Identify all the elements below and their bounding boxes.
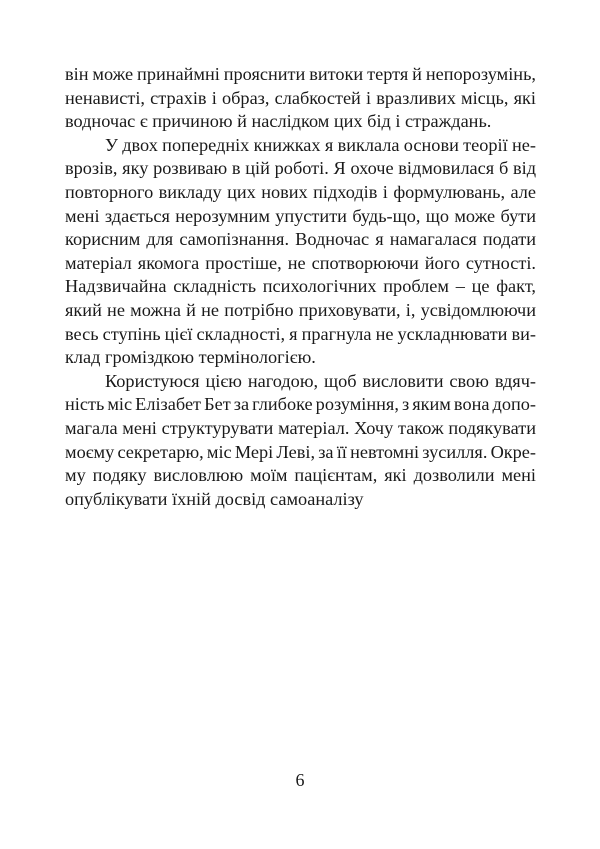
text-line: повторного викладу цих нових підходів і формулювань, але bbox=[65, 181, 536, 202]
text-line: корисним для самопізнання. Водночас я намагалася подати bbox=[65, 229, 536, 250]
text-line: Користуюся цією нагодою, щоб висловити свою вдяч- bbox=[105, 370, 536, 391]
text-line: му подяку висловлюю моїм пацієнтам, які дозволили мені bbox=[65, 465, 536, 486]
text-line: моєму секретарю, міс Мері Леві, за її невтомні зусилля. Окре- bbox=[65, 441, 536, 462]
text-line: мені здається нерозумним упустити будь-що, що може бути bbox=[65, 205, 536, 226]
text-line: ненависті, страхів і образ, слабкостей і вразливих місць, які bbox=[65, 87, 536, 108]
text-line: врозів, яку розвиваю в цій роботі. Я охоче відмовилася б від bbox=[65, 158, 536, 179]
page-number: 6 bbox=[295, 770, 305, 790]
text-line: ність міс Елізабет Бет за глибоке розуміння, з яким вона допо- bbox=[65, 394, 536, 415]
text-line: магала мені структурувати матеріал. Хочу також подякувати bbox=[65, 417, 536, 438]
text-line: весь ступінь цієї складності, я прагнула не ускладнювати ви- bbox=[65, 323, 536, 344]
text-line: Надзвичайна складність психологічних проблем – це факт, bbox=[65, 276, 536, 297]
text-line: який не можна й не потрібно приховувати, і, усвідомлюючи bbox=[65, 299, 536, 320]
text-line: матеріал якомога простіше, не спотворюючи його сутності. bbox=[65, 252, 536, 273]
text-line: У двох попередніх книжках я виклала основи теорії не- bbox=[105, 134, 536, 155]
text-line: опублікувати їхній досвід самоаналізу bbox=[65, 488, 364, 509]
page-body bbox=[65, 63, 536, 511]
text-line: він може принаймні прояснити витоки тертя й непорозумінь, bbox=[65, 64, 536, 84]
text-line: водночас є причиною й наслідком цих бід і страждань. bbox=[65, 111, 492, 132]
text-line: клад громіздкою термінологією. bbox=[65, 347, 316, 368]
